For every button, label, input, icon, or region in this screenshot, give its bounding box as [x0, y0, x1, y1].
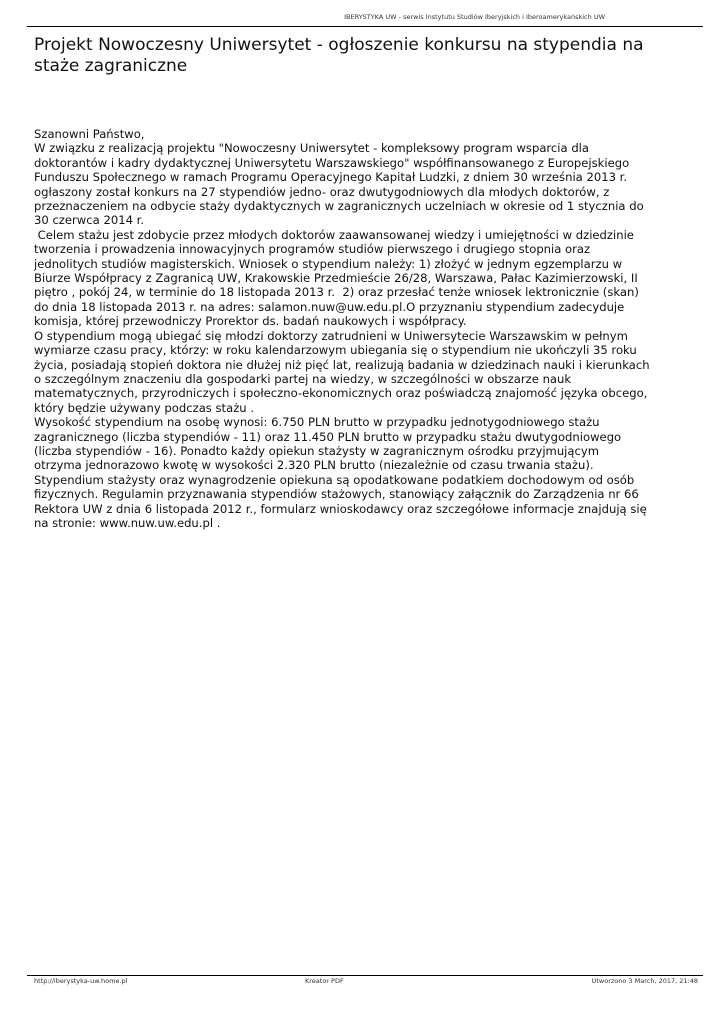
body-line: Funduszu Społecznego w ramach Programu Operacyjnego Kapitał Ludzki, z dniem 30 września 2013 r. — [34, 170, 628, 185]
body-line: jednolitych studiów magisterskich. Wniosek o stypendium należy: 1) złożyć w jednym egzemplarzu w — [34, 256, 623, 271]
footer-created-date: Utworzono 3 March, 2017, 21:48 — [591, 977, 698, 985]
body-line: fizycznych. Regulamin przyznawania stypendiów stażowych, stanowiący załącznik do Zarządzenia nr 66 — [34, 487, 639, 502]
header-divider — [27, 26, 703, 27]
title-line: Projekt Nowoczesny Uniwersytet - ogłoszenie konkursu na stypendia na — [34, 35, 644, 55]
body-line: doktorantów i kadry dydaktycznej Uniwersytetu Warszawskiego" współfinansowanego z Europejskiego — [34, 155, 630, 170]
article-title — [34, 35, 694, 77]
body-line: Wysokość stypendium na osobę wynosi: 6.750 PLN brutto w przypadku jednotygodniowego stażu — [34, 415, 600, 430]
body-line: Rektora UW z dnia 6 listopada 2012 r., formularz wnioskodawcy oraz szczegółowe informacje znajdują się — [34, 501, 647, 516]
body-line: Celem stażu jest zdobycie przez młodych doktorów zaawansowanej wiedzy i umiejętności w dziedzinie — [34, 227, 634, 242]
greeting: Szanowni Państwo, — [34, 127, 145, 141]
body-line: zagranicznego (liczba stypendiów - 11) oraz 11.450 PLN brutto w przypadku stażu dwutygodniowego — [34, 429, 622, 444]
body-line: W związku z realizacją projektu "Nowoczesny Uniwersytet - kompleksowy program wsparcia dla — [34, 141, 590, 156]
title-line: staże zagraniczne — [34, 56, 188, 76]
body-line: otrzyma jednorazowo kwotę w wysokości 2.320 PLN brutto (niezależnie od czasu trwania stażu). — [34, 458, 594, 473]
footer-generator: Kreator PDF — [305, 977, 344, 985]
body-line: Biurze Współpracy z Zagranicą UW, Krakowskie Przedmieście 26/28, Warszawa, Pałac Kazimierzowski, II — [34, 271, 638, 286]
body-line: O stypendium mogą ubiegać się młodzi doktorzy zatrudnieni w Uniwersytecie Warszawskim w pełnym — [34, 328, 628, 343]
body-line: na stronie: www.nuw.uw.edu.pl . — [34, 515, 221, 530]
body-line: o szczególnym znaczeniu dla gospodarki partej na wiedzy, w szczególności w obszarze nauk — [34, 371, 572, 386]
body-line: ogłaszony został konkurs na 27 stypendiów jedno- oraz dwutygodniowych dla młodych doktorów, z — [34, 184, 610, 199]
article-body — [34, 127, 706, 530]
page-footer — [34, 977, 698, 989]
footer-divider — [27, 975, 703, 976]
body-line: który będzie używany podczas stażu . — [34, 400, 255, 415]
body-line: przeznaczeniem na odbycie staży dydaktycznych w zagranicznych uczelniach w okresie od 1 stycznia do — [34, 199, 644, 214]
body-line: do dnia 18 listopada 2013 r. na adres: salamon.nuw@uw.edu.pl.O przyznaniu stypendium zadecyduje — [34, 299, 625, 314]
body-line: matematycznych, przyrodniczych i społeczno-ekonomicznych oraz poświadczą znajomość języka obcego, — [34, 386, 648, 401]
footer-url: http://iberystyka-uw.home.pl — [34, 977, 128, 985]
body-line: (liczba stypendiów - 16). Ponadto każdy opiekun stażysty w zagranicznym ośrodku przyjmującym — [34, 443, 600, 458]
body-line: tworzenia i prowadzenia innowacyjnych programów studiów pierwszego i drugiego stopnia oraz — [34, 242, 591, 257]
body-line: wymiarze czasu pracy, którzy: w roku kalendarzowym ubiegania się o stypendium nie ukończyli 35 roku — [34, 343, 637, 358]
body-line: komisja, której przewodniczy Prorektor ds. badań naukowych i współpracy. — [34, 314, 467, 329]
site-header: IBERYSTYKA UW - serwis Instytutu Studiów Iberyjskich i Iberoamerykańskich UW — [344, 13, 605, 21]
body-line: piętro , pokój 24, w terminie do 18 listopada 2013 r. 2) oraz przesłać tenże wniosek lektronicznie (skan) — [34, 285, 639, 300]
body-line: Stypendium stażysty oraz wynagrodzenie opiekuna są opodatkowane podatkiem dochodowym od osób — [34, 472, 635, 487]
body-line: życia, posiadają stopień doktora nie dłużej niż pięć lat, realizują badania w dziedzinach nauki i kierunkach — [34, 357, 650, 372]
body-line: 30 czerwca 2014 r. — [34, 213, 145, 228]
